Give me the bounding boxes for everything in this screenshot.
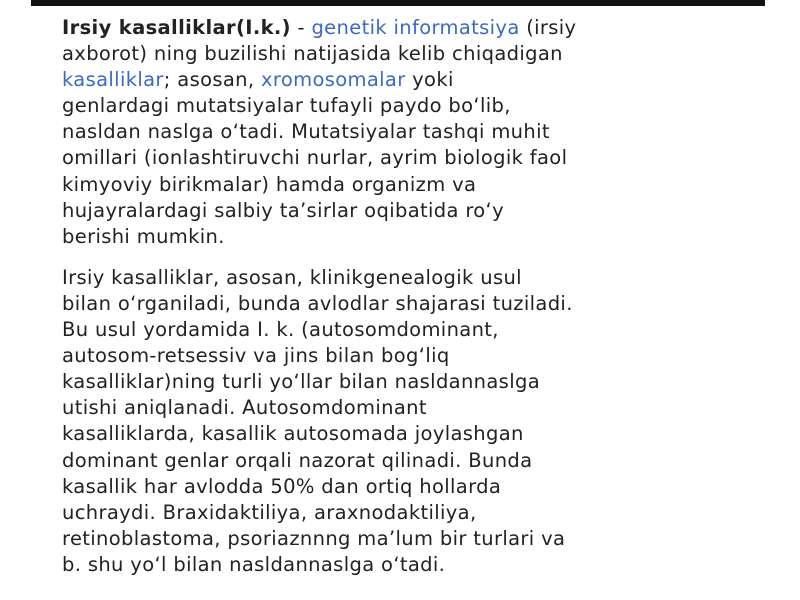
paragraph-1-line-9: berishi mumkin.: [62, 224, 225, 248]
paragraph-2-line: Bu usul yordamida I. k. (autosomdominant,: [62, 318, 499, 342]
text-fragment: yoki: [405, 68, 454, 92]
link-diseases[interactable]: kasalliklar: [62, 68, 164, 92]
paragraph-1-line-1: [62, 15, 752, 41]
paragraph-2-line: utishi aniqlanadi. Autosomdominant: [62, 396, 427, 420]
top-bar: [31, 0, 765, 6]
paragraph-2-line: retinoblastoma, psoriaznnng ma’lum bir turlari va: [62, 526, 566, 550]
paragraph-2-line: Irsiy kasalliklar, asosan, klinikgenealogik usul: [62, 265, 522, 289]
link-chromosomes[interactable]: xromosomalar: [260, 68, 406, 92]
text-fragment: ; asosan,: [163, 68, 261, 92]
paragraph-1-line-2: axborot) ning buzilishi natijasida kelib chiqadigan: [62, 42, 563, 66]
paragraph-2-line: kasalliklarda, kasallik autosomada joylashgan: [62, 422, 524, 446]
paragraph-1-line-5: nasldan naslga o‘tadi. Mutatsiyalar tashqi muhit: [62, 120, 550, 144]
paragraph-2-line: bilan o‘rganiladi, bunda avlodlar shajarasi tuziladi.: [62, 291, 573, 315]
paragraph-2-line: autosom-retsessiv va jins bilan bog‘liq: [62, 344, 450, 368]
paragraph-2-line: kasallik har avlodda 50% dan ortiq hollarda: [62, 474, 502, 498]
paragraph-2-line: dominant genlar orqali nazorat qilinadi. Bunda: [62, 448, 533, 472]
paragraph-1-line-6: omillari (ionlashtiruvchi nurlar, ayrim biologik faol: [62, 146, 568, 170]
term-heading: Irsiy kasalliklar(I.k.): [62, 16, 291, 39]
paragraph-1: [62, 15, 752, 250]
dash: -: [290, 16, 312, 39]
text-fragment: (irsiy: [519, 16, 577, 39]
link-genetic-information[interactable]: genetik informatsiya: [311, 16, 520, 39]
paragraph-2: [62, 265, 752, 578]
paragraph-2-line: uchraydi. Braxidaktiliya, araxnodaktiliya,: [62, 500, 477, 524]
paragraph-1-line-8: hujayralardagi salbiy ta’sirlar oqibatida ro‘y: [62, 198, 504, 222]
paragraph-2-line: kasalliklar)ning turli yo‘llar bilan nasldannaslga: [62, 370, 540, 394]
article-body: [62, 15, 752, 578]
paragraph-1-line-7: kimyoviy birikmalar) hamda organizm va: [62, 172, 477, 196]
paragraph-1-line-3: [62, 67, 752, 93]
paragraph-2-line: b. shu yo‘l bilan nasldannaslga o‘tadi.: [62, 552, 446, 576]
paragraph-1-line-4: genlardagi mutatsiyalar tufayli paydo bo‘lib,: [62, 94, 511, 118]
